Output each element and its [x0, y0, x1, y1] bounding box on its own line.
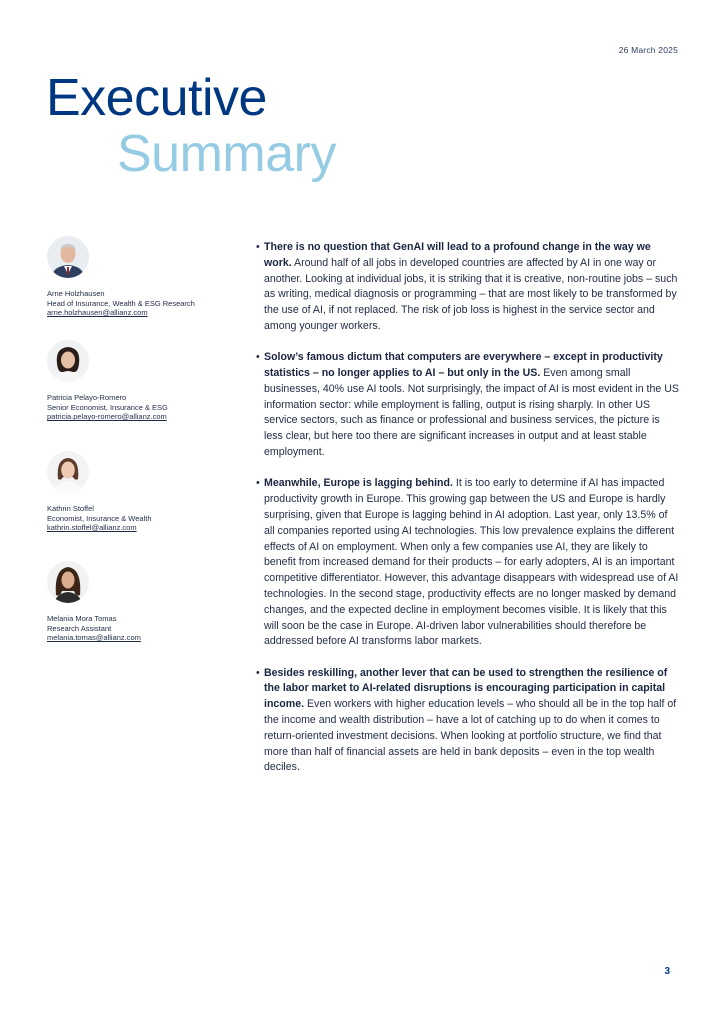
author-photo — [47, 451, 89, 493]
bullet-lead: Besides reskilling, another lever that can be used to strengthen the resilience of the labor market to AI-related disruptions is encouraging participation in capital income. — [264, 666, 668, 711]
bullet-lead: Meanwhile, Europe is lagging behind. — [264, 477, 453, 490]
author-photo — [47, 561, 89, 603]
summary-content — [256, 240, 680, 792]
author-role: Head of Insurance, Wealth & ESG Research — [47, 298, 195, 308]
author-role: Economist, Insurance & Wealth — [47, 513, 152, 523]
author-email-link[interactable]: patricia.pelayo-romero@allianz.com — [47, 412, 167, 422]
bullet-text: It is too early to determine if AI has impacted productivity growth in Europe. This growing gap between the US and Europe is hardly surprising, given that Europe is lagging behind in AI adoption. Last year, only 13.5% of all companies reported using AI technologies. This low prevalence explains the different effects of AI on employment. When only a few companies use AI, they are likely to benefit from increased demand for their products – for early adopters, AI is an important competitive differentiator. However, this advantage disappears with widespread use of AI technologies. In the second stage, productivity effects are no longer masked by demand changes, and the expected decline in employment becomes visible. It is likely that this will soon be the case in Europe. AI-driven labor vulnerabilities should therefore be addressed before AI transforms labor markets. — [264, 477, 679, 648]
report-date: 26 March 2025 — [618, 45, 678, 55]
summary-bullet — [256, 476, 680, 650]
author-card — [47, 451, 227, 533]
summary-bullet — [256, 666, 680, 777]
author-email-link[interactable]: kathrin.stoffel@allianz.com — [47, 523, 137, 533]
author-name: Arne Holzhausen — [47, 289, 105, 298]
author-name: Kathrin Stoffel — [47, 504, 94, 513]
author-name: Melania Mora Tomas — [47, 614, 117, 623]
author-name: Patricia Pelayo-Romero — [47, 393, 127, 402]
author-photo — [47, 340, 89, 382]
author-card — [47, 561, 227, 643]
author-role: Senior Economist, Insurance & ESG — [47, 402, 168, 412]
bullet-lead: There is no question that GenAI will lead to a profound change in the way we work. — [264, 241, 651, 269]
author-card — [47, 236, 227, 318]
bullet-text: Even among small businesses, 40% use AI tools. Not surprisingly, the impact of AI is most evident in the US information sector: while employment is falling, output is rising sharply. In other US service sectors, such as finance or professional and business services, the picture is less clear, but here too there are significant increases in output and at least stable employment. — [264, 367, 679, 459]
page-title-line2: Summary — [117, 125, 336, 183]
bullet-text: Even workers with higher education levels – who should all be in the top half of the income and wealth distribution – have a lot of catching up to do when it comes to return-oriented investment decisions. When looking at portfolio structure, we find that more than half of financial assets are held in bank deposits – even in the top wealth deciles. — [264, 698, 677, 774]
author-card — [47, 340, 227, 422]
author-email-link[interactable]: melania.tomas@allianz.com — [47, 633, 141, 643]
bullet-text: Around half of all jobs in developed countries are affected by AI in one way or another. Looking at individual jobs, it is striking that it is creative, non-routine jobs – such as writing, medical diagnosis or programming – that are most likely to be transformed by the use of AI, if not replaced. The risk of job loss is highest in the service sector and among younger workers. — [264, 256, 678, 332]
bullet-lead: Solow’s famous dictum that computers are everywhere – except in productivity statistics – no longer applies to AI – but only in the US. — [264, 351, 663, 380]
author-email-link[interactable]: arne.holzhausen@allianz.com — [47, 308, 148, 318]
page-number: 3 — [664, 966, 670, 977]
author-photo — [47, 236, 89, 278]
summary-bullet — [256, 350, 680, 461]
page-title-line1: Executive — [46, 69, 267, 127]
summary-bullet — [256, 240, 680, 335]
author-role: Research Assistant — [47, 623, 112, 633]
